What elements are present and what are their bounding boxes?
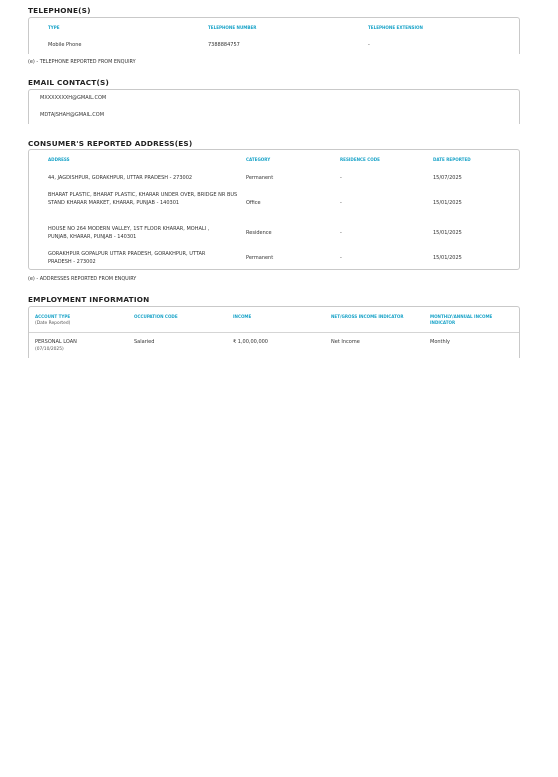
addresses-table [28,149,520,270]
address-residence-code: - [340,230,342,236]
address-text: HOUSE NO 264 MODERN VALLEY, 1ST FLOOR KHARAR, MOHALI , PUNJAB, KHARAR, PUNJAB - 140301 [48,226,210,240]
col-header-occupation-code: OCCUPATION CODE [134,314,178,319]
employment-income: ₹ 1,00,00,000 [233,339,268,345]
address-category: Office [246,200,261,206]
emails-title: EMAIL CONTACT(S) [28,78,109,87]
address-date: 15/01/2025 [433,230,462,236]
telephones-note: (e) - TELEPHONE REPORTED FROM ENQUIRY [28,59,136,65]
col-header-address: ADDRESS [48,157,70,162]
col-header-category: CATEGORY [246,157,271,162]
addresses-title: CONSUMER'S REPORTED ADDRESS(ES) [28,139,193,148]
col-header-income: INCOME [233,314,252,319]
col-header-net-gross: NET/GROSS INCOME INDICATOR [331,314,404,319]
employment-date-reported: (07/10/2025) [35,347,64,352]
address-residence-code: - [340,200,342,206]
address-category: Residence [246,230,272,236]
telephones-table [28,17,520,54]
address-residence-code: - [340,255,342,261]
employment-monthly-annual: Monthly [430,339,451,345]
addresses-note: (e) - ADDRESSES REPORTED FROM ENQUIRY [28,276,137,282]
address-text: BHARAT PLASTIC, BHARAT PLASTIC, KHARAR UNDER OVER, BRIDGE NR BUS STAND KHARAR MARKET, KHARAR, PUNJAB - 140301 [48,192,238,206]
col-header-residence-code: RESIDENCE CODE [340,157,380,162]
col-header-date-reported: DATE REPORTED [433,157,471,162]
address-residence-code: - [340,175,342,181]
address-text: GORAKHPUR GOPALPUR UTTAR PRADESH, GORAKHPUR, UTTAR PRADESH - 273002 [48,251,206,265]
employment-net-gross: Net Income [331,339,360,345]
address-text: 44, JAGDISHPUR, GORAKHPUR, UTTAR PRADESH - 273002 [48,175,193,181]
email-item: MXXXXXXXH@GMAIL.COM [40,95,107,101]
email-item: MDTAJSHAH@GMAIL.COM [40,112,105,118]
col-header-telephone-number: TELEPHONE NUMBER [208,25,257,30]
address-category: Permanent [246,175,274,181]
address-date: 15/01/2025 [433,255,462,261]
telephone-number: 7388884757 [208,42,240,48]
address-date: 15/01/2025 [433,200,462,206]
col-header-monthly-annual: MONTHLY/ANNUAL INCOME INDICATOR [430,314,493,325]
employment-occupation: Salaried [134,339,155,345]
employment-title: EMPLOYMENT INFORMATION [28,295,150,304]
telephones-title: TELEPHONE(S) [28,6,91,15]
employment-account-type: PERSONAL LOAN [35,339,77,345]
telephone-extension: - [368,42,370,48]
col-header-type: TYPE [48,25,60,30]
employment-table [28,306,520,358]
col-header-account-type: ACCOUNT TYPE [35,314,71,319]
address-date: 15/07/2025 [433,175,462,181]
col-header-date-reported-sub: (Date Reported) [35,321,71,326]
emails-box [28,89,520,124]
address-category: Permanent [246,255,274,261]
telephone-type: Mobile Phone [48,42,82,48]
col-header-telephone-extension: TELEPHONE EXTENSION [368,25,423,30]
